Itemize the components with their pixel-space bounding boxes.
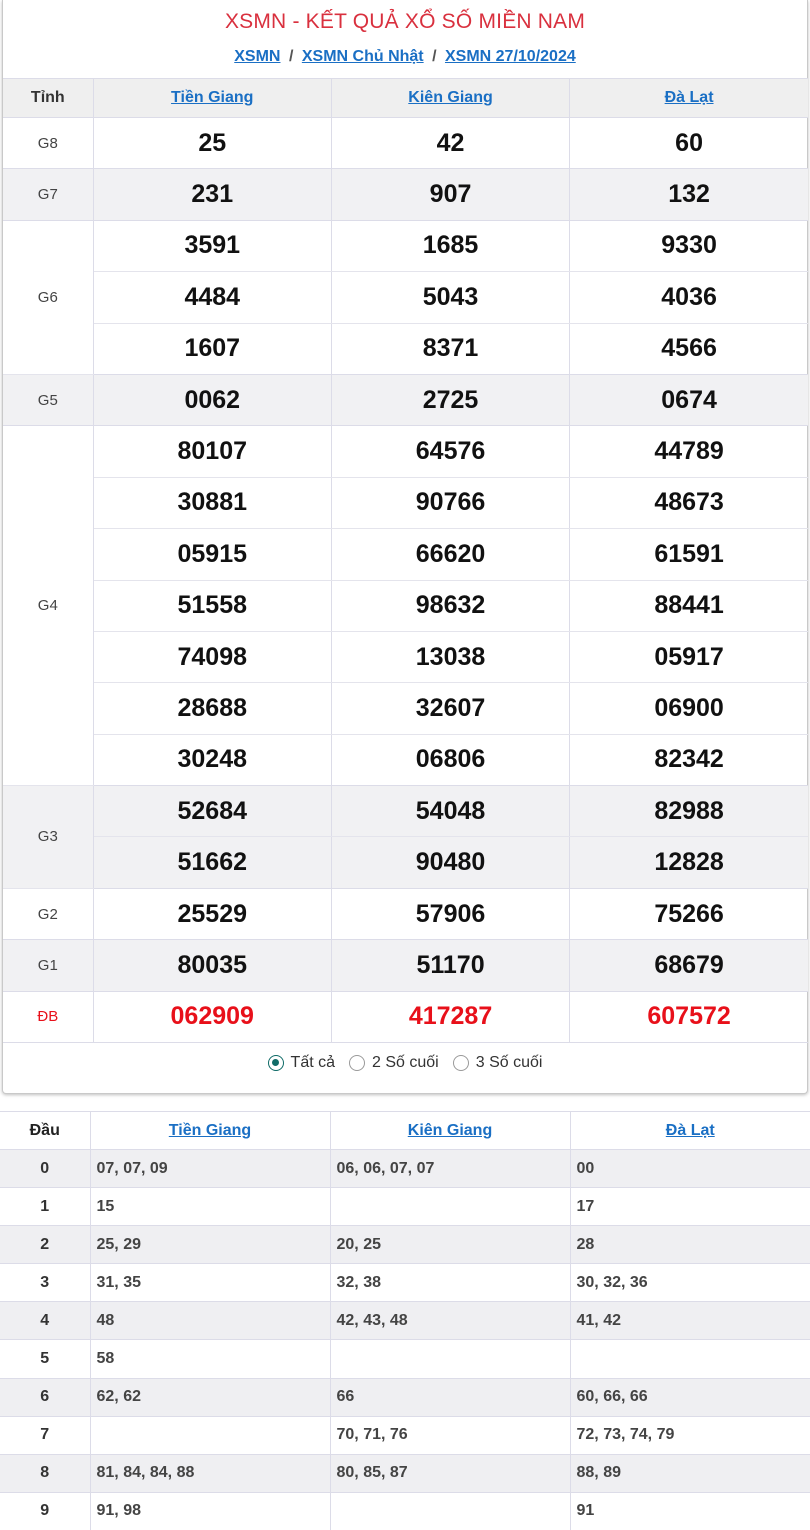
loto-values: 72, 73, 74, 79 bbox=[570, 1416, 810, 1454]
prize-number: 0062 bbox=[93, 374, 331, 425]
prize-number: 2725 bbox=[331, 374, 569, 425]
loto-values bbox=[330, 1188, 570, 1226]
prize-number: 68679 bbox=[570, 940, 808, 991]
prize-number: 82342 bbox=[570, 734, 808, 785]
prize-row bbox=[3, 169, 808, 220]
loto-dau: 8 bbox=[0, 1454, 90, 1492]
prize-row bbox=[3, 272, 808, 323]
prize-number: 3591 bbox=[93, 220, 331, 271]
loto-dau: 1 bbox=[0, 1188, 90, 1226]
filter-option[interactable] bbox=[349, 1054, 439, 1072]
prize-number: 9330 bbox=[570, 220, 808, 271]
prize-number: 44789 bbox=[570, 426, 808, 477]
province-link-da-lat[interactable]: Đà Lạt bbox=[664, 89, 714, 106]
column-header-province bbox=[570, 1112, 810, 1150]
prize-number: 05915 bbox=[93, 529, 331, 580]
loto-values bbox=[570, 1340, 810, 1378]
prize-number: 64576 bbox=[331, 426, 569, 477]
prize-row bbox=[3, 631, 808, 682]
prize-number: 42 bbox=[331, 118, 569, 169]
prize-number: 60 bbox=[570, 118, 808, 169]
special-prize-number: 417287 bbox=[331, 991, 569, 1042]
province-link-tien-giang[interactable]: Tiền Giang bbox=[171, 89, 254, 106]
prize-label: G5 bbox=[3, 374, 93, 425]
loto-values: 66 bbox=[330, 1378, 570, 1416]
column-header-province bbox=[93, 79, 331, 118]
prize-number: 30248 bbox=[93, 734, 331, 785]
prize-number: 90480 bbox=[331, 837, 569, 888]
filter-option[interactable] bbox=[268, 1054, 335, 1072]
province-link-kien-giang[interactable]: Kiên Giang bbox=[408, 89, 493, 106]
loto-values: 70, 71, 76 bbox=[330, 1416, 570, 1454]
prize-number: 5043 bbox=[331, 272, 569, 323]
loto-row bbox=[0, 1416, 810, 1454]
prize-number: 48673 bbox=[570, 477, 808, 528]
prize-number: 32607 bbox=[331, 683, 569, 734]
prize-row bbox=[3, 683, 808, 734]
prize-number: 06900 bbox=[570, 683, 808, 734]
loto-values: 25, 29 bbox=[90, 1226, 330, 1264]
column-header-province bbox=[90, 1112, 330, 1150]
loto-values: 06, 06, 07, 07 bbox=[330, 1150, 570, 1188]
loto-row bbox=[0, 1302, 810, 1340]
prize-number: 30881 bbox=[93, 477, 331, 528]
loto-values: 00 bbox=[570, 1150, 810, 1188]
prize-label: G3 bbox=[3, 786, 93, 889]
loto-province-link-da-lat[interactable]: Đà Lạt bbox=[665, 1121, 715, 1139]
loto-dau: 3 bbox=[0, 1264, 90, 1302]
loto-row bbox=[0, 1378, 810, 1416]
prize-number: 54048 bbox=[331, 786, 569, 837]
prize-number: 74098 bbox=[93, 631, 331, 682]
prize-number: 4566 bbox=[570, 323, 808, 374]
prize-number: 907 bbox=[331, 169, 569, 220]
loto-values: 48 bbox=[90, 1302, 330, 1340]
special-prize-number: 062909 bbox=[93, 991, 331, 1042]
prize-number: 90766 bbox=[331, 477, 569, 528]
prize-number: 66620 bbox=[331, 529, 569, 580]
prize-number: 12828 bbox=[570, 837, 808, 888]
loto-values: 17 bbox=[570, 1188, 810, 1226]
digit-filter bbox=[3, 1054, 807, 1076]
breadcrumb-separator: / bbox=[432, 48, 437, 65]
loto-values bbox=[90, 1416, 330, 1454]
loto-row bbox=[0, 1150, 810, 1188]
prize-number: 52684 bbox=[93, 786, 331, 837]
prize-label: G4 bbox=[3, 426, 93, 786]
loto-values: 41, 42 bbox=[570, 1302, 810, 1340]
breadcrumb-xsmn[interactable]: XSMN bbox=[234, 48, 281, 65]
prize-number: 82988 bbox=[570, 786, 808, 837]
loto-row bbox=[0, 1188, 810, 1226]
prize-row bbox=[3, 991, 808, 1042]
loto-dau: 7 bbox=[0, 1416, 90, 1454]
prize-row bbox=[3, 580, 808, 631]
filter-option-label: Tất cả bbox=[290, 1054, 336, 1071]
prize-number: 1685 bbox=[331, 220, 569, 271]
prize-number: 06806 bbox=[331, 734, 569, 785]
radio-button-icon[interactable] bbox=[268, 1055, 284, 1071]
prize-number: 231 bbox=[93, 169, 331, 220]
loto-values: 30, 32, 36 bbox=[570, 1264, 810, 1302]
column-header-province bbox=[330, 1112, 570, 1150]
prize-number: 13038 bbox=[331, 631, 569, 682]
prize-label: G7 bbox=[3, 169, 93, 220]
prize-label: G6 bbox=[3, 220, 93, 374]
prize-row bbox=[3, 426, 808, 477]
prize-number: 80035 bbox=[93, 940, 331, 991]
prize-number: 61591 bbox=[570, 529, 808, 580]
column-header-tinh: Tỉnh bbox=[3, 79, 93, 118]
loto-values: 58 bbox=[90, 1340, 330, 1378]
prize-label: G2 bbox=[3, 888, 93, 939]
prize-number: 75266 bbox=[570, 888, 808, 939]
loto-province-link-tien-giang[interactable]: Tiền Giang bbox=[168, 1121, 252, 1139]
loto-values: 32, 38 bbox=[330, 1264, 570, 1302]
column-header-dau: Đầu bbox=[0, 1112, 90, 1150]
loto-values: 20, 25 bbox=[330, 1226, 570, 1264]
prize-row bbox=[3, 477, 808, 528]
results-header-row bbox=[3, 79, 808, 118]
loto-values: 15 bbox=[90, 1188, 330, 1226]
prize-row bbox=[3, 220, 808, 271]
loto-dau: 2 bbox=[0, 1226, 90, 1264]
loto-values: 91, 98 bbox=[90, 1492, 330, 1530]
loto-values: 60, 66, 66 bbox=[570, 1378, 810, 1416]
loto-values: 42, 43, 48 bbox=[330, 1302, 570, 1340]
loto-values: 62, 62 bbox=[90, 1378, 330, 1416]
loto-dau: 6 bbox=[0, 1378, 90, 1416]
page-title: XSMN - KẾT QUẢ XỔ SỐ MIỀN NAM bbox=[224, 10, 586, 33]
prize-row bbox=[3, 323, 808, 374]
prize-number: 51558 bbox=[93, 580, 331, 631]
column-header-province bbox=[331, 79, 569, 118]
loto-values: 07, 07, 09 bbox=[90, 1150, 330, 1188]
loto-table bbox=[0, 1111, 810, 1530]
prize-number: 25529 bbox=[93, 888, 331, 939]
prize-number: 98632 bbox=[331, 580, 569, 631]
loto-values: 91 bbox=[570, 1492, 810, 1530]
results-panel bbox=[2, 0, 808, 1094]
loto-values: 81, 84, 84, 88 bbox=[90, 1454, 330, 1492]
loto-row bbox=[0, 1492, 810, 1530]
column-header-province bbox=[570, 79, 808, 118]
prize-row bbox=[3, 529, 808, 580]
loto-body bbox=[0, 1150, 810, 1530]
prize-row bbox=[3, 734, 808, 785]
loto-dau: 5 bbox=[0, 1340, 90, 1378]
prize-label: G8 bbox=[3, 118, 93, 169]
prize-number: 8371 bbox=[331, 323, 569, 374]
prize-number: 132 bbox=[570, 169, 808, 220]
loto-values: 31, 35 bbox=[90, 1264, 330, 1302]
loto-values: 80, 85, 87 bbox=[330, 1454, 570, 1492]
prize-number: 57906 bbox=[331, 888, 569, 939]
loto-header-row bbox=[0, 1112, 810, 1150]
loto-province-link-kien-giang[interactable]: Kiên Giang bbox=[407, 1121, 493, 1139]
breadcrumb-separator: / bbox=[288, 48, 294, 65]
prize-row bbox=[3, 374, 808, 425]
prize-number: 80107 bbox=[93, 426, 331, 477]
breadcrumb-xsmn-chu-nhat[interactable]: XSMN Chủ Nhật bbox=[301, 48, 424, 65]
loto-dau: 4 bbox=[0, 1302, 90, 1340]
prize-number: 4484 bbox=[93, 272, 331, 323]
loto-row bbox=[0, 1226, 810, 1264]
filter-option-label: 3 Số cuối bbox=[475, 1054, 543, 1071]
prize-row bbox=[3, 837, 808, 888]
prize-number: 25 bbox=[93, 118, 331, 169]
radio-button-icon[interactable] bbox=[349, 1055, 365, 1071]
prize-number: 28688 bbox=[93, 683, 331, 734]
loto-row bbox=[0, 1340, 810, 1378]
radio-button-icon[interactable] bbox=[453, 1055, 469, 1071]
loto-row bbox=[0, 1264, 810, 1302]
special-prize-number: 607572 bbox=[570, 991, 808, 1042]
loto-values bbox=[330, 1340, 570, 1378]
loto-row bbox=[0, 1454, 810, 1492]
prize-number: 1607 bbox=[93, 323, 331, 374]
prize-number: 51662 bbox=[93, 837, 331, 888]
results-body bbox=[3, 118, 808, 1043]
prize-row bbox=[3, 786, 808, 837]
filter-option-label: 2 Số cuối bbox=[372, 1054, 439, 1071]
prize-number: 4036 bbox=[570, 272, 808, 323]
prize-number: 0674 bbox=[570, 374, 808, 425]
prize-row bbox=[3, 888, 808, 939]
loto-values: 88, 89 bbox=[570, 1454, 810, 1492]
loto-values: 28 bbox=[570, 1226, 810, 1264]
loto-values bbox=[330, 1492, 570, 1530]
prize-row bbox=[3, 118, 808, 169]
prize-row bbox=[3, 940, 808, 991]
results-table bbox=[3, 78, 808, 1043]
prize-label: ĐB bbox=[3, 991, 93, 1042]
prize-number: 88441 bbox=[570, 580, 808, 631]
prize-label: G1 bbox=[3, 940, 93, 991]
loto-dau: 9 bbox=[0, 1492, 90, 1530]
prize-number: 05917 bbox=[570, 631, 808, 682]
breadcrumb bbox=[3, 48, 807, 66]
breadcrumb-xsmn-date[interactable]: XSMN 27/10/2024 bbox=[444, 48, 576, 65]
loto-dau: 0 bbox=[0, 1150, 90, 1188]
filter-option[interactable] bbox=[453, 1054, 543, 1072]
prize-number: 51170 bbox=[331, 940, 569, 991]
